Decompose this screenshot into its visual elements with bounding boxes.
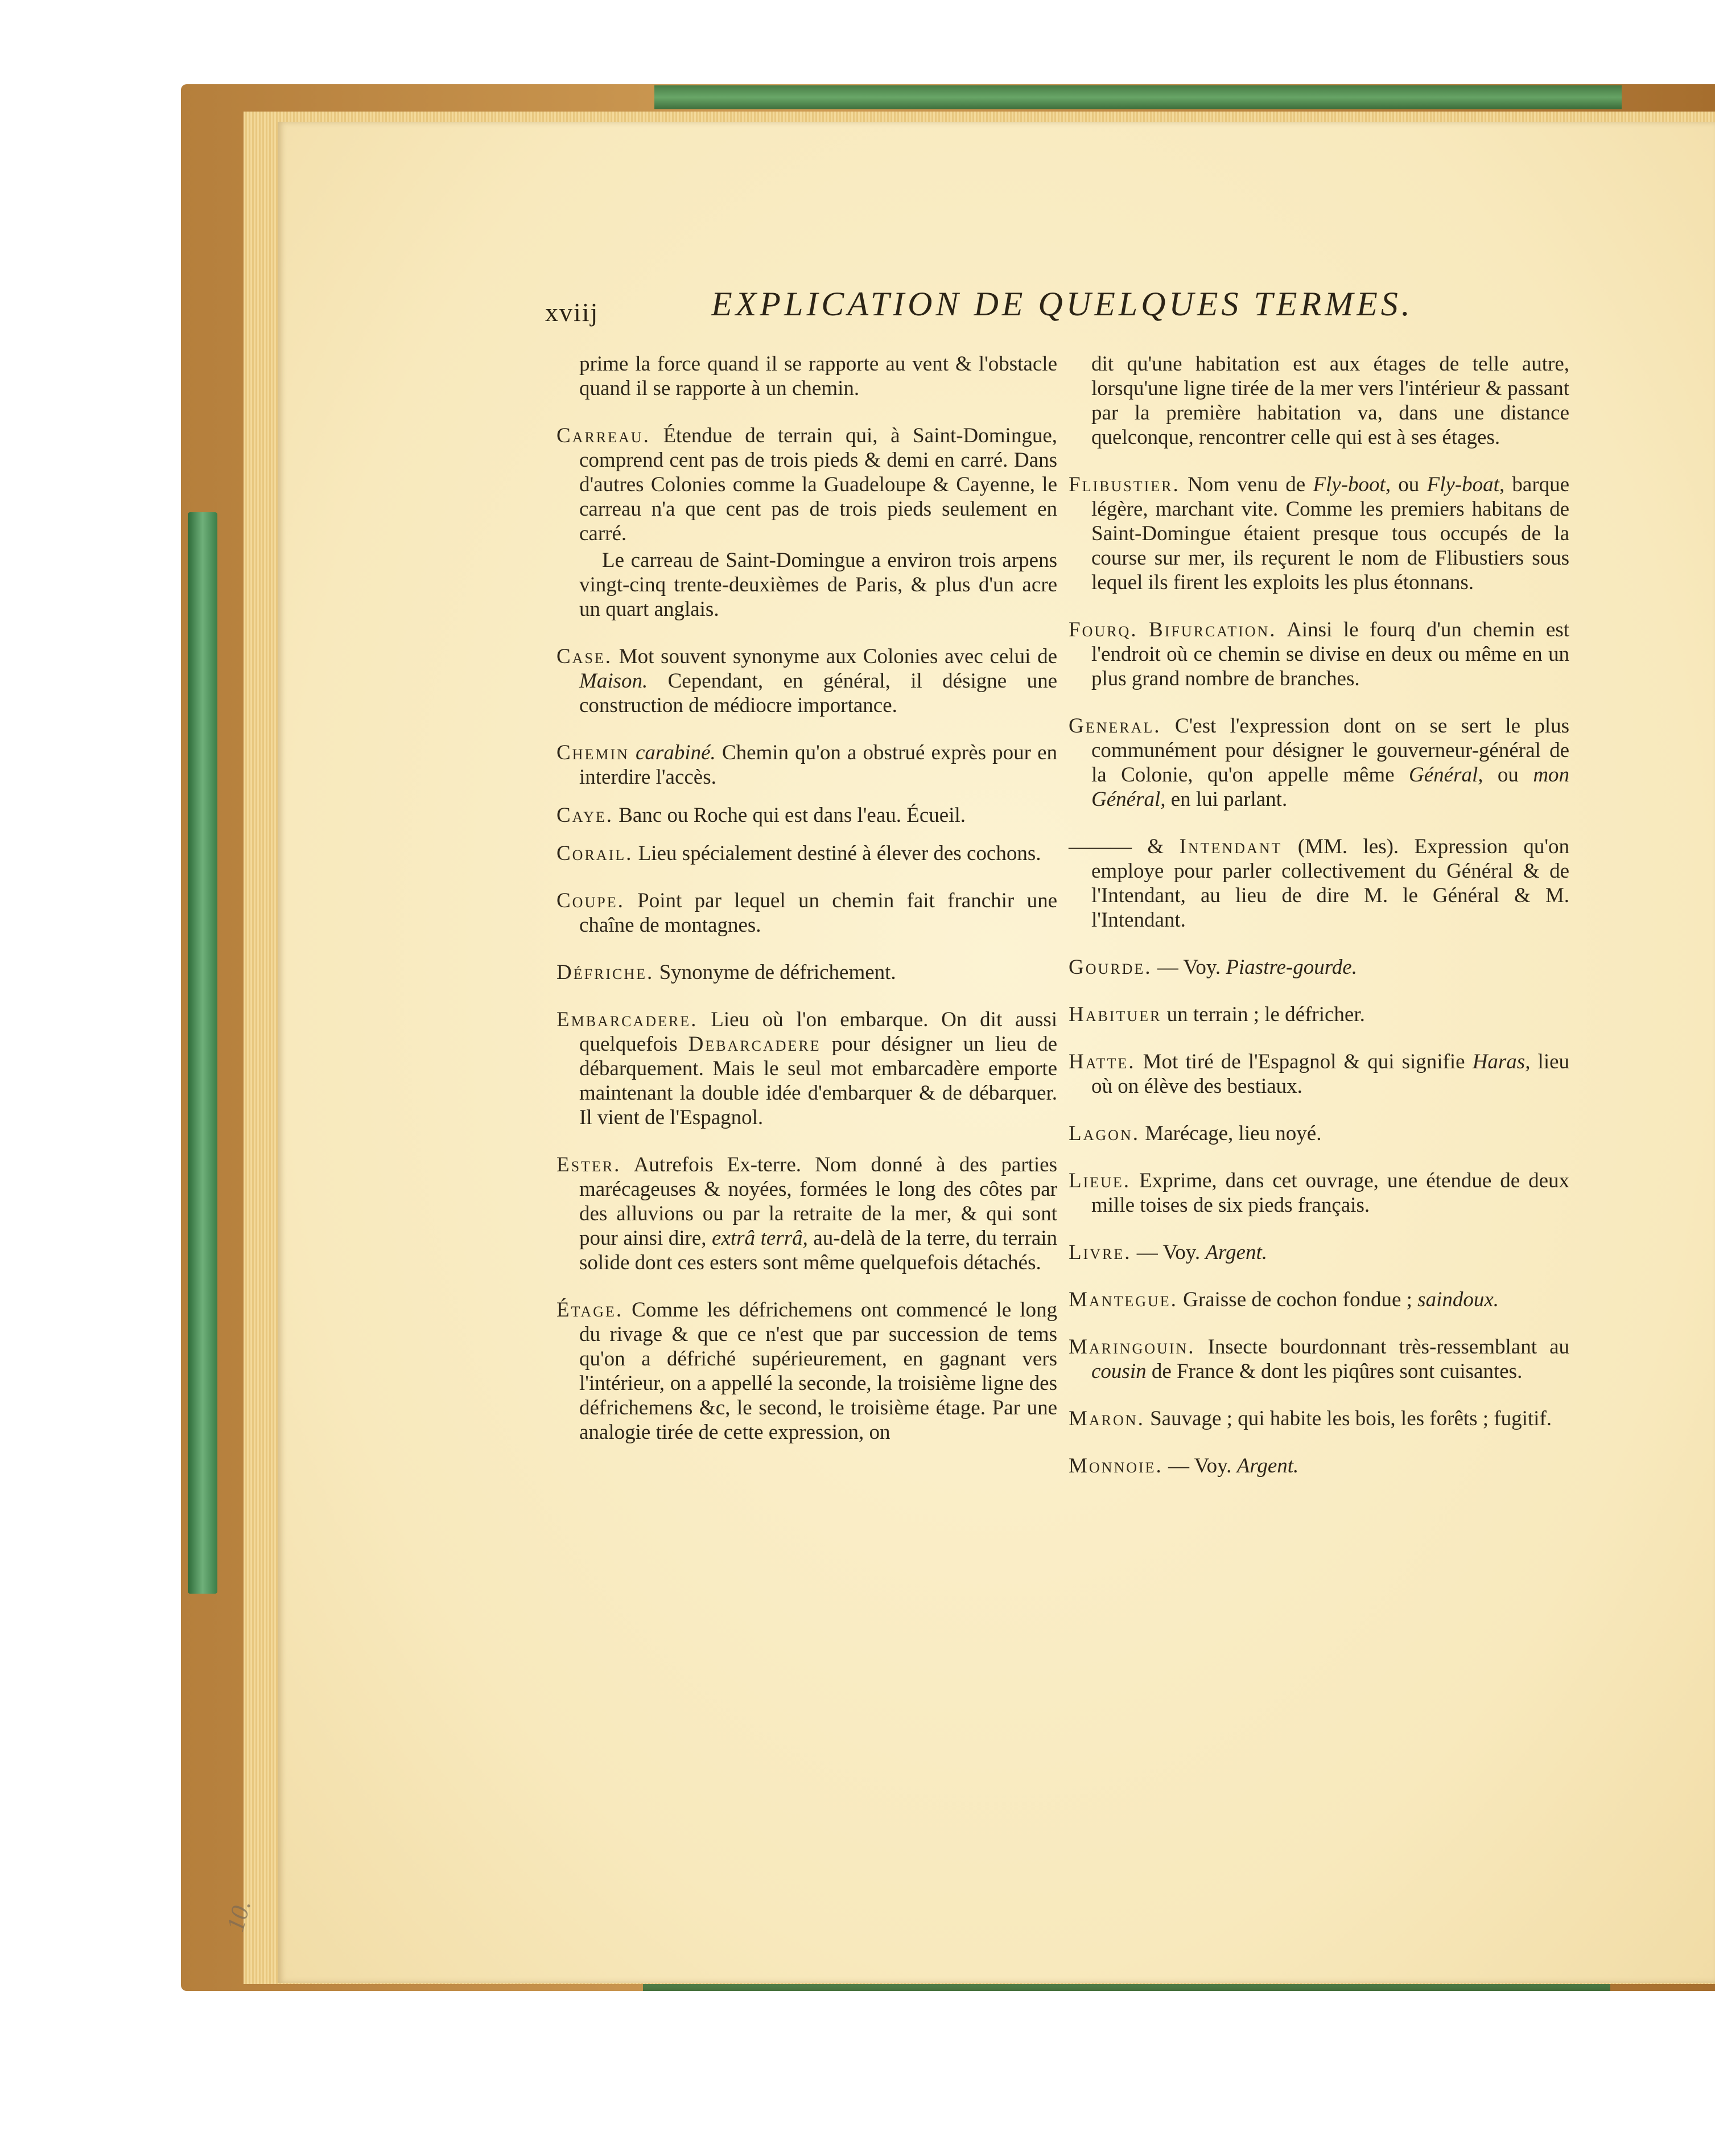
entry-intendant: ——— & Intendant (MM. les). Expression qu'on employe pour parler collectivement du Général & de l'Intendant, au lieu de dire M. le Général & M. l'Intendant.: [1069, 835, 1570, 932]
entry-coupe: Coupe. Point par lequel un chemin fait franchir une chaîne de montagnes.: [556, 889, 1057, 937]
entry-maringouin: Maringouin. Insecte bourdonnant très-ressemblant au cousin de France & dont les piqûres sont cuisantes.: [1069, 1335, 1570, 1383]
entry-headword: Maron.: [1069, 1407, 1145, 1430]
entry-general: General. C'est l'expression dont on se sert le plus communément pour désigner le gouverneur-général de la Colonie, qu'on appelle même Général, ou mon Général, en lui parlant.: [1069, 714, 1570, 811]
entry-headword: Carreau.: [556, 424, 650, 447]
entry-livre: Livre. — Voy. Argent.: [1069, 1241, 1267, 1264]
entry-maron: Maron. Sauvage ; qui habite les bois, les forêts ; fugitif.: [1069, 1407, 1552, 1430]
left-column: [556, 352, 1057, 1467]
entry-headword: Ester.: [556, 1153, 621, 1176]
right-column: [1069, 352, 1569, 1501]
entry-monnoie: Monnoie. — Voy. Argent.: [1069, 1454, 1299, 1478]
entry-mantegue: Mantegue. Graisse de cochon fondue ; saindoux.: [1069, 1288, 1499, 1311]
entry-headword: Mantegue.: [1069, 1288, 1178, 1311]
entry-carreau-para: Le carreau de Saint-Domingue a environ trois arpens vingt-cinq trente-deuxièmes de Paris, & plus d'un acre un quart anglais.: [579, 549, 1057, 621]
entry-hatte: Hatte. Mot tiré de l'Espagnol & qui signifie Haras, lieu où on élève des bestiaux.: [1069, 1050, 1570, 1098]
page-number: xviij: [545, 298, 599, 327]
entry-headword: Maringouin.: [1069, 1335, 1195, 1359]
entry-carreau: Carreau. Étendue de terrain qui, à Saint-Domingue, comprend cent pas de trois pieds & demi en carré. Dans d'autres Colonies comme la Guadeloupe & Cayenne, le carreau n'a que cent pas de trois pieds seulement en carré.: [556, 424, 1058, 545]
entry-corail: Corail. Lieu spécialement destiné à élever des cochons.: [556, 842, 1041, 865]
entry-headword: Lagon.: [1069, 1122, 1140, 1145]
entry-headword: Caye.: [556, 804, 613, 827]
entry-caye: Caye. Banc ou Roche qui est dans l'eau. Écueil.: [556, 804, 966, 827]
entry-headword: Embarcadere.: [556, 1008, 698, 1031]
entry-headword: Défriche.: [556, 961, 654, 984]
entry-headword: General.: [1069, 714, 1161, 738]
entry-headword: Case.: [556, 645, 613, 668]
entry-headword: Monnoie.: [1069, 1454, 1163, 1478]
entry-gourde: Gourde. — Voy. Piastre-gourde.: [1069, 956, 1357, 979]
entry-fourq: Fourq. Bifurcation. Ainsi le fourq d'un chemin est l'endroit où ce chemin se divise en deux ou même en un plus grand nombre de branches.: [1069, 618, 1569, 690]
entry-lagon: Lagon. Marécage, lieu noyé.: [1069, 1122, 1322, 1145]
entry-headword: Hatte.: [1069, 1050, 1136, 1073]
entry-headword: Corail.: [556, 842, 633, 865]
entry-headword: Habituer: [1069, 1003, 1162, 1026]
entry-lieue: Lieue. Exprime, dans cet ouvrage, une étendue de deux mille toises de six pieds français.: [1069, 1169, 1569, 1217]
entry-headword: Lieue.: [1069, 1169, 1131, 1192]
entry-continuation: dit qu'une habitation est aux étages de telle autre, lorsqu'une ligne tirée de la mer vers l'intérieur & passant par la première habitation va, dans une distance quelconque, rencontrer celle qui est à ses étages.: [1091, 352, 1569, 449]
entry-headword: Chemin: [556, 741, 629, 764]
running-head: EXPLICATION DE QUELQUES TERMES.: [711, 285, 1413, 323]
entry-chemin: Chemin carabiné. Chemin qu'on a obstrué exprès pour en interdire l'accès.: [556, 741, 1058, 789]
pencil-annotation: 10.: [221, 1896, 257, 1935]
entry-habituer: Habituer un terrain ; le défricher.: [1069, 1003, 1365, 1026]
entry-embarcadere: Embarcadere. Lieu où l'on embarque. On dit aussi quelquefois Debarcadere pour désigner un lieu de débarquement. Mais le seul mot embarcadère emporte maintenant la double idée d'embarquer & de débarquer. Il vient de l'Espagnol.: [556, 1008, 1058, 1129]
entry-ester: Ester. Autrefois Ex-terre. Nom donné à des parties marécageuses & noyées, formées le long des côtes par des alluvions ou par la retraite de la mer, & qui sont pour ainsi dire, extrâ terrâ, au-delà de la terre, du terrain solide dont ces esters sont même quelquefois détachés.: [556, 1153, 1058, 1274]
entry-headword: Intendant: [1179, 835, 1283, 858]
entry-defriche: Défriche. Synonyme de défrichement.: [556, 961, 896, 984]
entry-headword: Fourq.: [1069, 618, 1138, 641]
entry-headword: Flibustier.: [1069, 473, 1180, 496]
marbled-paper-strip-top: [654, 85, 1622, 109]
entry-flibustier: Flibustier. Nom venu de Fly-boot, ou Fly-boat, barque légère, marchant vite. Comme les premiers habitans de Saint-Domingue étaient presque tous occupés de la course sur mer, ils reçurent le nom de Flibustiers sous lequel ils firent les exploits les plus étonnans.: [1069, 473, 1570, 594]
entry-etage: Étage. Comme les défrichemens ont commencé le long du rivage & que ce n'est que par succession de tems qu'on a défriché supérieurement, en gagnant vers l'intérieur, on a appellé la seconde, la troisième ligne des défrichemens &c, le second, le troisième étage. Par une analogie tirée de cette expression, on: [556, 1298, 1057, 1444]
entry-case: Case. Mot souvent synonyme aux Colonies avec celui de Maison. Cependant, en général, il désigne une construction de médiocre importance.: [556, 645, 1057, 717]
marbled-paper-spine: [188, 512, 217, 1594]
entry-continuation: prime la force quand il se rapporte au vent & l'obstacle quand il se rapporte à un chemin.: [579, 352, 1057, 400]
entry-headword: Gourde.: [1069, 956, 1152, 979]
entry-headword: Livre.: [1069, 1241, 1132, 1264]
entry-headword: Coupe.: [556, 889, 625, 912]
entry-headword: Étage.: [556, 1298, 624, 1322]
